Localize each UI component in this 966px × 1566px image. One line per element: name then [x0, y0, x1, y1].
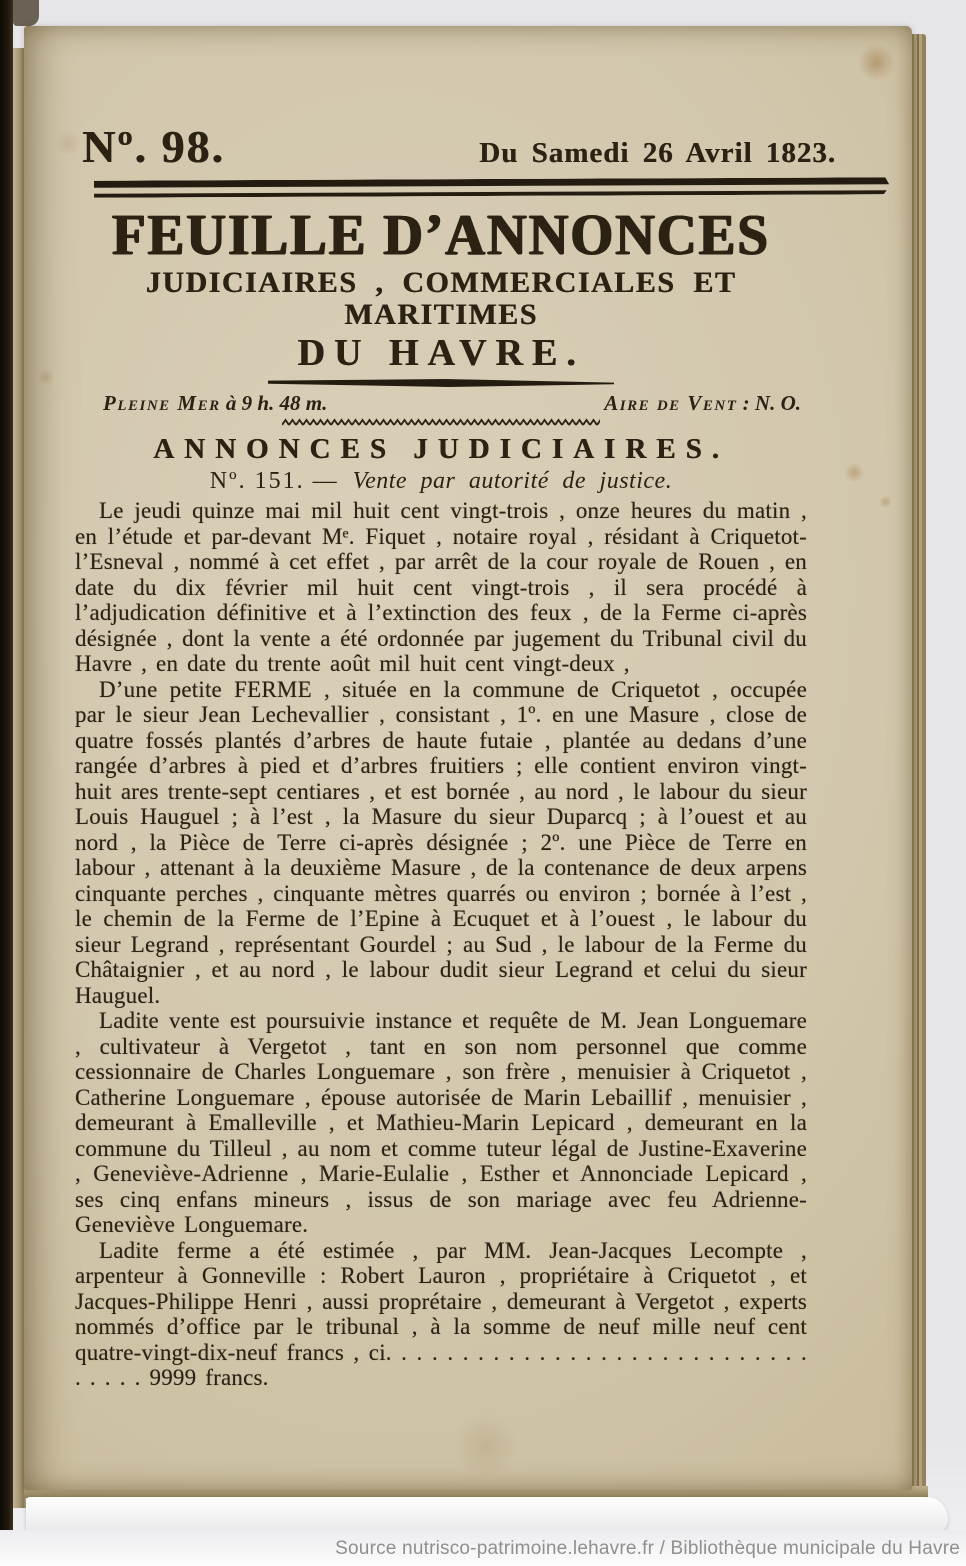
right-page-edges: [910, 34, 926, 1490]
wind-value: : N. O.: [742, 391, 801, 415]
source-credit: Source nutrisco-patrimoine.lehavre.fr / Bibliothèque municipale du Havre: [335, 1538, 960, 1559]
issue-number: Nº. 98.: [82, 121, 225, 172]
newspaper-page: [24, 26, 912, 1490]
paragraph-3: Ladite vente est poursuivie instance et requête de M. Jean Longuemare , cultivateur à Vergetot , tant en son nom personnel que comme cessionnaire de Charles Longuemare , son frère , menuisier à Criquetot , Catherine Longuemare , épouse autorisée de Marin Lebaillif , menuisier , demeurant à Emalleville , et Mathieu-Marin Lepicard , demeurant en la commune du Tilleul , au nom et comme tuteur légal de Justine-Exaverine , Geneviève-Adrienne , Marie-Eulalie , Esther et Annonciade Lepicard , ses cinq enfans mineurs , issus de son mariage avec feu Adrienne-Geneviève Longuemare.: [75, 1008, 807, 1237]
paragraph-1: Le jeudi quinze mai mil huit cent vingt-trois , onze heures du matin , en l’étude et par-devant Mᵉ. Fiquet , notaire royal , résidant à Criquetot-l’Esneval , nommé à cet effet , par arrêt de la cour royale de Rouen , en date du dix février mil huit cent vingt-trois , il sera procédé à l’adjudication définitive et à l’extinction des feux , de la Ferme ci-après désignée , dont la vente a été ordonnée par jugement du Tribunal civil du Havre , en date du trente août mil huit cent vingt-deux ,: [75, 498, 807, 676]
paragraph-4: Ladite ferme a été estimée , par MM. Jean-Jacques Lecompte , arpenteur à Gonneville : Robert Lauron , propriétaire à Criquetot , et Jacques-Philippe Henri , aussi proprétaire , demeurant à Vergetot , experts nommés d’office par le tribunal , à la somme de neuf mille neuf cent quatre-vingt-dix-neuf francs , ci. . . . . . . . . . . . . . . . . . . . . . . . . . . . . . . . . 9999 francs.: [75, 1237, 807, 1390]
masthead-subtitle: JUDICIAIRES , COMMERCIALES ET MARITIMES: [145, 266, 737, 331]
tide-wind-row: [75, 390, 807, 416]
notice-title: Vente par autorité de justice.: [352, 468, 673, 494]
notice-body: [75, 498, 807, 1391]
binding-notch: [13, 0, 39, 26]
paragraph-2: D’une petite FERME , située en la commune de Criquetot , occupée par le sieur Jean Lechevallier , consistant , 1º. en une Masure , close de quatre fossés plantés d’arbres de haute futaie , plantée au dedans d’une rangée d’arbres à pied et d’arbres fruitiers ; elle contient environ vingt-huit ares trente-sept centiares , et est bornée , au nord , le labour du sieur Louis Hauguel ; à l’est , la Masure du sieur Duparcq ; à l’ouest et au nord , la Pièce de Terre ci-après désignée ; 2º. une Pièce de Terre en labour , attenant à la deuxième Masure , de la contenance de deux arpens cinquante perches , cinquante mètres quarrés ou environ ; bornée à l’est , le chemin de la Ferme de l’Epine à Ecuquet et à l’ouest , le labour du sieur Legrand , représentant Gourdel ; au Sud , le labour de la Ferme du Châtaignier , et au nord , le labour dudit sieur Legrand et celui du sieur Hauguel.: [75, 676, 807, 1008]
tide-label: Pleine Mer: [103, 391, 221, 415]
date-line: Du Samedi 26 Avril 1823.: [479, 137, 836, 169]
section-heading: ANNONCES JUDICIAIRES.: [153, 433, 729, 465]
notice-number: Nº. 151. —: [209, 468, 339, 494]
wind-label: Aire de Vent: [604, 391, 738, 415]
wavy-rule: [282, 418, 600, 427]
page-header: [82, 120, 878, 173]
text-column: [75, 202, 807, 1391]
tapered-rule: [268, 378, 614, 388]
notice-heading: [75, 467, 807, 495]
tide-value: à 9 h. 48 m.: [225, 391, 328, 415]
book-spine: [0, 0, 13, 1548]
tide-info: [103, 390, 327, 416]
masthead-place: DU HAVRE.: [297, 332, 585, 374]
double-rule: [94, 177, 890, 197]
wind-info: [604, 390, 801, 416]
masthead-title: FEUILLE D’ANNONCES: [112, 202, 770, 267]
